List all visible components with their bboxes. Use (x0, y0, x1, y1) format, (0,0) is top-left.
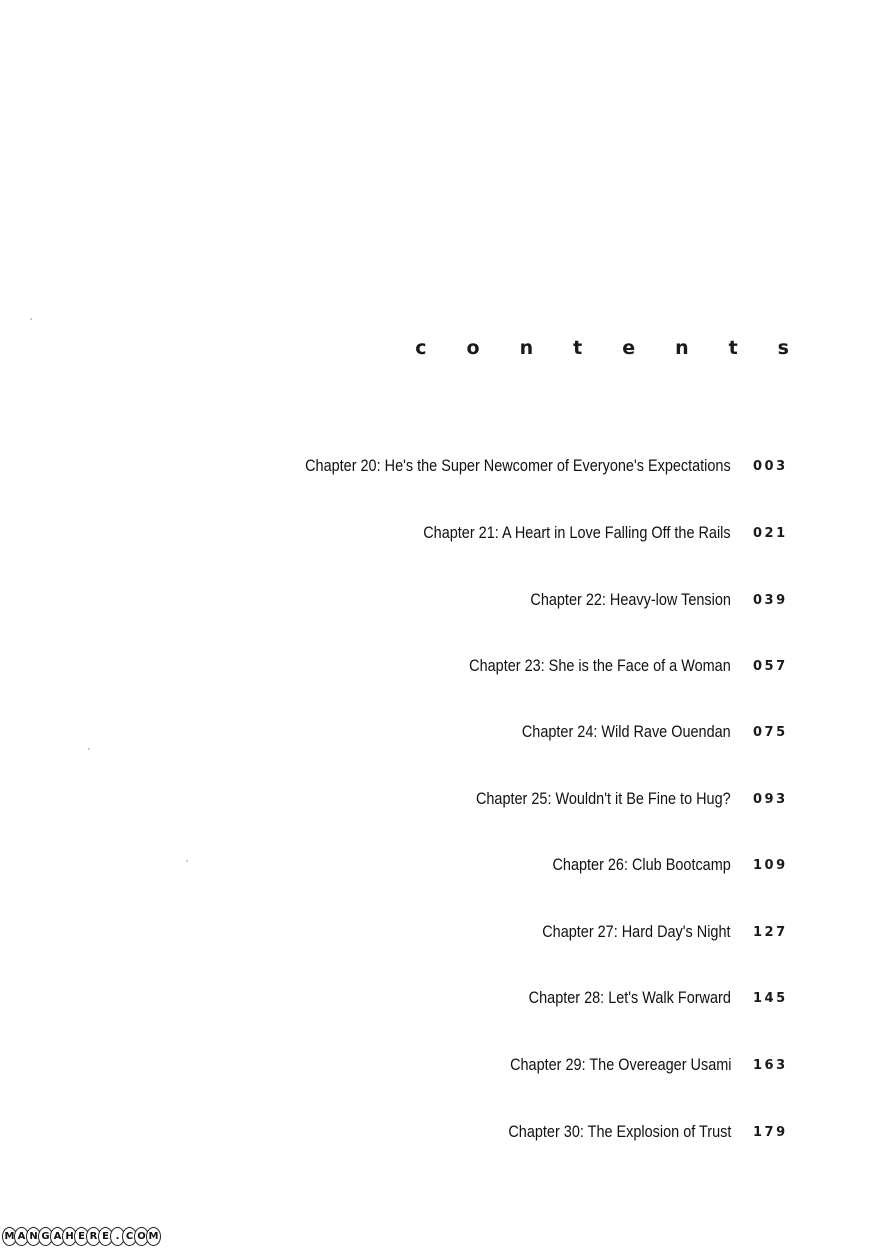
watermark-letter: . (110, 1227, 125, 1246)
chapter-title: Chapter 30: The Explosion of Trust (507, 1122, 731, 1141)
page-number: 145 (753, 990, 788, 1006)
watermark-letter: R (86, 1227, 101, 1246)
watermark-letter: G (38, 1227, 53, 1246)
watermark-letter: O (134, 1227, 149, 1246)
toc-entry (493, 983, 787, 1013)
toc-entry (521, 850, 787, 880)
watermark-letter: E (98, 1227, 113, 1246)
watermark-letter: M (146, 1227, 161, 1246)
chapter-title: Chapter 27: Hard Day's Night (542, 922, 731, 941)
page-number: 039 (753, 592, 788, 608)
toc-entry (495, 585, 787, 615)
watermark-letter: A (14, 1227, 29, 1246)
scan-speck (30, 318, 32, 320)
toc-entry (469, 1117, 787, 1147)
scan-speck (88, 748, 90, 750)
watermark-letter: N (26, 1227, 41, 1246)
contents-heading: contents (415, 337, 829, 359)
page-number: 057 (753, 658, 788, 674)
page-number: 109 (753, 857, 788, 873)
watermark-letter: H (62, 1227, 77, 1246)
page-number: 003 (753, 458, 788, 474)
page-number: 021 (753, 525, 788, 541)
toc-entry (485, 717, 787, 747)
toc-entry (471, 1050, 787, 1080)
chapter-title: Chapter 26: Club Bootcamp (552, 855, 731, 874)
chapter-title: Chapter 28: Let's Walk Forward (528, 988, 731, 1007)
chapter-title: Chapter 22: Heavy-low Tension (530, 590, 731, 609)
chapter-title: Chapter 24: Wild Rave Ouendan (522, 722, 731, 741)
chapter-title: Chapter 20: He's the Super Newcomer of Everyone's Expectations (305, 456, 731, 475)
chapter-title: Chapter 23: She is the Face of a Woman (469, 656, 731, 675)
watermark-letter: A (50, 1227, 65, 1246)
watermark-letter: C (122, 1227, 137, 1246)
scan-speck (186, 860, 188, 862)
watermark-letter: E (74, 1227, 89, 1246)
page-number: 075 (753, 724, 788, 740)
toc-entry (369, 518, 787, 548)
watermark-letter: M (2, 1227, 17, 1246)
chapter-title: Chapter 29: The Overeager Usami (509, 1055, 731, 1074)
page-number: 163 (753, 1057, 788, 1073)
page-number: 127 (753, 924, 788, 940)
page-number: 179 (753, 1124, 788, 1140)
toc-entry (423, 651, 787, 681)
chapter-title: Chapter 21: A Heart in Love Falling Off the Rails (423, 523, 731, 542)
toc-entry (431, 784, 787, 814)
chapter-title: Chapter 25: Wouldn't it Be Fine to Hug? (476, 789, 731, 808)
toc-entry (230, 451, 787, 481)
page-number: 093 (753, 791, 788, 807)
toc-entry (509, 917, 787, 947)
watermark-logo (2, 1226, 158, 1246)
